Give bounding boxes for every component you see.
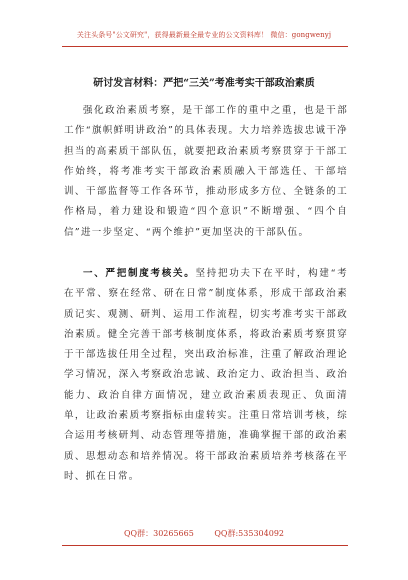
footer-divider [62,545,348,546]
banner-divider [62,46,348,47]
qq-group-1: QQ群：30265665 [123,529,194,538]
section-one-text: 坚持把功夫下在平时，构建“考在平常、察在经常、研在日常”制度体系，形成干部政治素质记实、观测、研判、运用工作流程，切实考准考实干部政治素质。健全完善干部考核制度体系，将政治素质考察贯穿于干部选拔任用全过程，突出政治标准，注重了解政治理论学习情况，深入考察政治忠诚、政治定力、政治担当、政治能力、政治自律方面情况，建立政治素质表现正、负面清单，让政治素质考察指标由虚转实。注重日常培训考核，综合运用考核研判、动态管理等措施，准确掌握干部的政治素质、思想动态和培养情况。将干部政治素质培养考核落在平时、抓在日常。 [64,268,348,482]
document-title: 研讨发言材料：严把“三关”考准考实干部政治素质 [93,78,315,89]
promo-banner: 关注头条号"公文研究"，获得最新最全最专业的公文资料库！ 微信：gongwenyj [76,31,332,39]
section-one-heading: 一、严把制度考核关。 [83,268,196,279]
qq-group-footer [0,528,408,539]
qq-group-2: QQ群:535304092 [214,529,284,538]
intro-paragraph: 强化政治素质考察，是干部工作的重中之重，也是干部工作“旗帜鲜明讲政治”的具体表现。大力培养选拔忠诚干净担当的高素质干部队伍，就要把政治素质考察贯穿于干部工作始终，将考准考实干部政治素质融入干部选任、干部培训、干部监督等工作各环节，推动形成多方位、全链条的工作格局，着力建设和锻造“四个意识”不断增强、“四个自信”进一步坚定、“两个维护”更加坚决的干部队伍。 [64,105,348,238]
section-one-paragraph [64,264,348,487]
